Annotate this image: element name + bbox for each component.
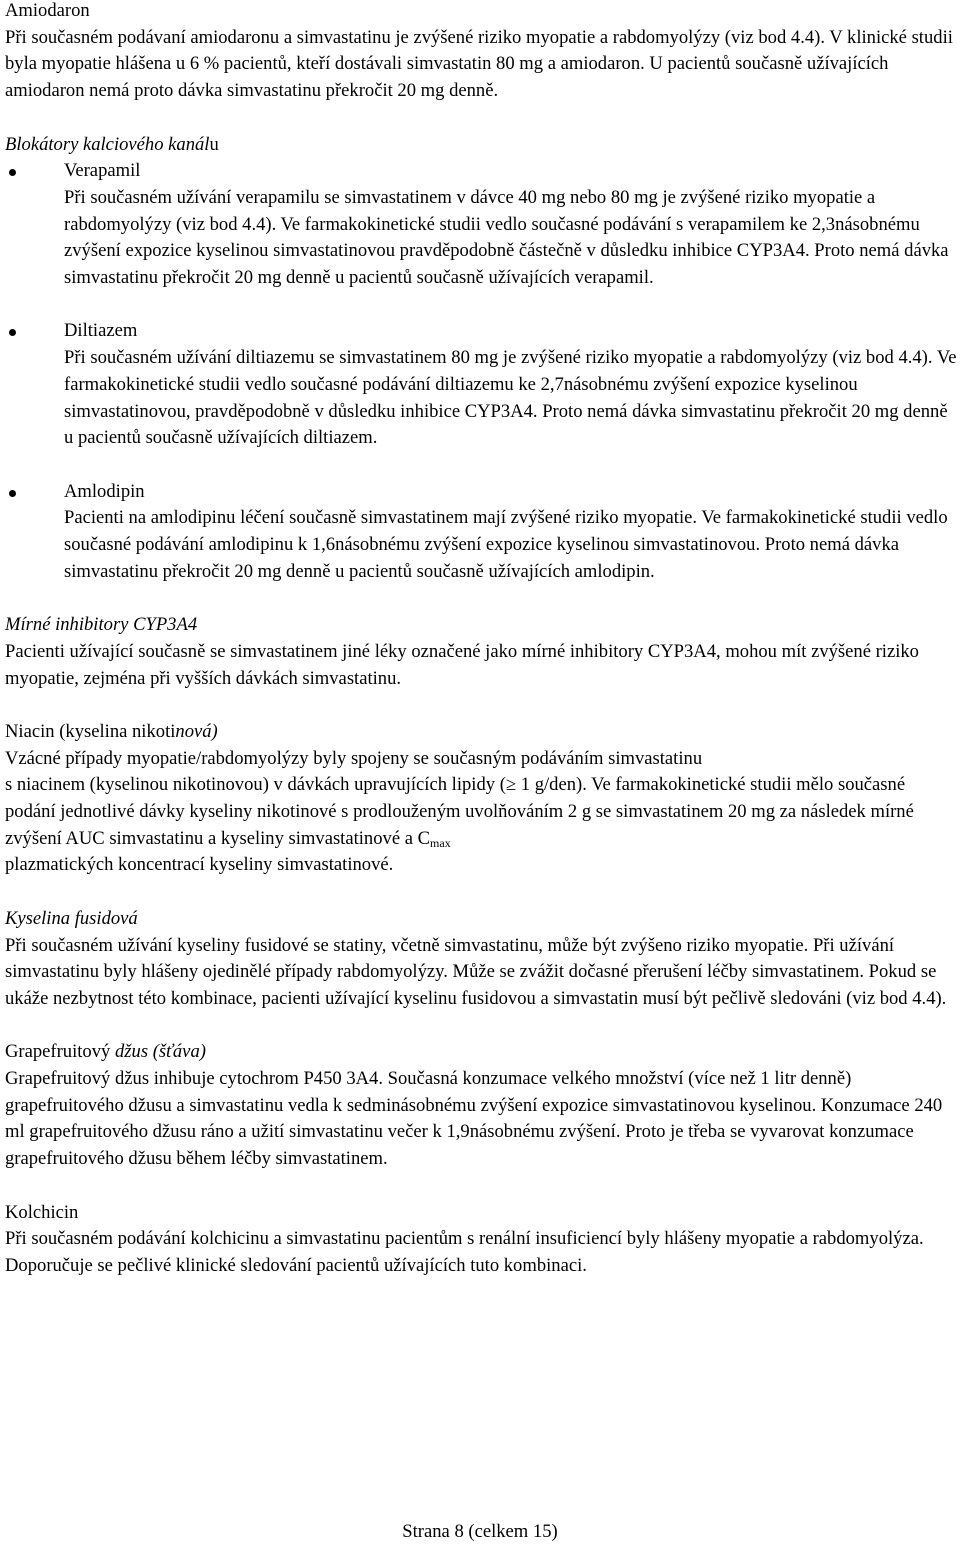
bullet-icon xyxy=(9,490,16,497)
heading-tail: u xyxy=(209,133,219,155)
section-heading: Amiodaron xyxy=(5,0,90,21)
heading-plain: Niacin (kyselina nikoti xyxy=(5,720,176,742)
section-heading: Kolchicin xyxy=(5,1201,79,1223)
bullet-icon xyxy=(9,169,16,176)
section-text: Pacienti užívající současně se simvastatinem jiné léky označené jako mírné inhibitory CYP3A4, mohou mít zvýšené riziko myopatie, zejména při vyšších dávkách simvastatinu. xyxy=(5,640,919,689)
section-text-line: Vzácné případy myopatie/rabdomyolýzy byly spojeny se současným podáváním simvastatinu xyxy=(5,747,703,769)
section-calcium-blockers xyxy=(5,132,957,586)
section-text xyxy=(5,772,957,852)
list-item-diltiazem xyxy=(5,318,957,452)
section-amiodaron xyxy=(5,0,957,105)
item-text: Pacienti na amlodipinu léčení současně simvastatinem mají zvýšené riziko myopatie. Ve farmakokinetické studii vedlo současné podávání amlodipinu k 1,6násobnému zvýšení expozice kyselinou simvastatinovou. Proto nemá dávka simvastatinu překročit 20 mg denně u pacientů současně užívajících amlodipin. xyxy=(64,507,948,582)
section-niacin xyxy=(5,719,957,879)
item-name: Diltiazem xyxy=(64,320,138,342)
section-heading: Mírné inhibitory CYP3A4 xyxy=(5,614,198,636)
item-text: Při současném užívání verapamilu se simvastatinem v dávce 40 mg nebo 80 mg je zvýšené riziko myopatie a rabdomyolýzy (viz bod 4.4). Ve farmakokinetické studii vedlo současné podávání s verapamilem ke 2,3násobnému zvýšení expozice kyselinou simvastatinovou pravděpodobně částečně v důsledku inhibice CYP3A4. Proto nemá dávka simvastatinu překročit 20 mg denně u pacientů současně užívajících verapamil. xyxy=(64,186,949,289)
list-item-verapamil xyxy=(5,158,957,292)
section-cyp3a4 xyxy=(5,612,957,692)
section-heading xyxy=(5,719,957,746)
bullet-icon xyxy=(9,329,16,336)
item-name: Verapamil xyxy=(64,160,141,182)
heading-italic: nová) xyxy=(175,720,218,742)
cmax-subscript: max xyxy=(430,835,451,850)
section-grapefruit xyxy=(5,1039,957,1173)
heading-italic: džus (šťáva) xyxy=(114,1041,206,1063)
section-heading xyxy=(5,1039,957,1066)
page-footer: Strana 8 (celkem 15) xyxy=(402,1521,558,1542)
section-text: Při současném podávaní amiodaronu a simvastatinu je zvýšené riziko myopatie a rabdomyolýzy (viz bod 4.4). V klinické studii byla myopatie hlášena u 6 % pacientů, kteří dostávali simvastatin 80 mg a amiodaron. U pacientů současně užívajících amiodaron nemá proto dávka simvastatinu překročit 20 mg denně. xyxy=(5,26,953,102)
item-name: Amlodipin xyxy=(64,480,145,502)
heading-plain: Grapefruitový xyxy=(5,1041,115,1063)
section-text: Grapefruitový džus inhibuje cytochrom P450 3A4. Současná konzumace velkého množství (více než 1 litr denně) grapefruitového džusu a simvastatinu vedla k sedminásobnému zvýšení expozice simvastatinovou kyselinou. Konzumace 240 ml grapefruitového džusu ráno a užití simvastatinu večer k 1,9násobnému zvýšení. Proto je třeba se vyvarovat konzumace grapefruitového džusu během léčby simvastatinem. xyxy=(5,1068,943,1170)
section-text: Při současném podávání kolchicinu a simvastatinu pacientům s renální insuficiencí byly hlášeny myopatie a rabdomyolýza. Doporučuje se pečlivé klinické sledování pacientů užívajících tuto kombinaci. xyxy=(5,1228,924,1276)
item-text: Při současném užívání diltiazemu se simvastatinem 80 mg je zvýšené riziko myopatie a rabdomyolýzy (viz bod 4.4). Ve farmakokinetické studii vedlo současné podávání diltiazemu ke 2,7násobnému zvýšení expozice kyselinou simvastatinovou, pravděpodobně v důsledku inhibice CYP3A4. Proto nemá dávka simvastatinu překročit 20 mg denně u pacientů současně užívajících diltiazem. xyxy=(64,347,957,449)
list-item-amlodipin xyxy=(5,479,957,586)
greater-equal-symbol: ≥ xyxy=(505,774,517,796)
section-fusidic-acid xyxy=(5,906,957,1013)
section-heading: Kyselina fusidová xyxy=(5,907,138,929)
text-part: 1 g/den). Ve farmakokinetické studii mělo současné podání jednotlivé dávky kyseliny nikotinové s prodlouženým uvolňováním 2 g se simvastatinem 20 mg za následek mírné zvýšení AUC simvastatinu a kyseliny simvastatinové a C xyxy=(5,774,914,849)
section-text-line: plazmatických koncentrací kyseliny simvastatinové. xyxy=(5,854,394,876)
document-page xyxy=(5,0,957,1280)
heading-italic: Blokátory kalciového kanál xyxy=(5,133,210,155)
section-text: Při současném užívání kyseliny fusidové se statiny, včetně simvastatinu, může být zvýšeno riziko myopatie. Při užívání simvastatinu byly hlášeny ojedinělé případy rabdomyolýzy. Může se zvážit dočasné přerušení léčby simvastatinem. Pokud se ukáže nezbytnost této kombinace, pacienti užívající kyselinu fusidovou a simvastatin musí být pečlivě sledováni (viz bod 4.4). xyxy=(5,934,947,1009)
text-part: s niacinem (kyselinou nikotinovou) v dávkách upravujících lipidy ( xyxy=(5,774,506,796)
section-colchicine xyxy=(5,1200,957,1280)
section-heading xyxy=(5,132,957,159)
